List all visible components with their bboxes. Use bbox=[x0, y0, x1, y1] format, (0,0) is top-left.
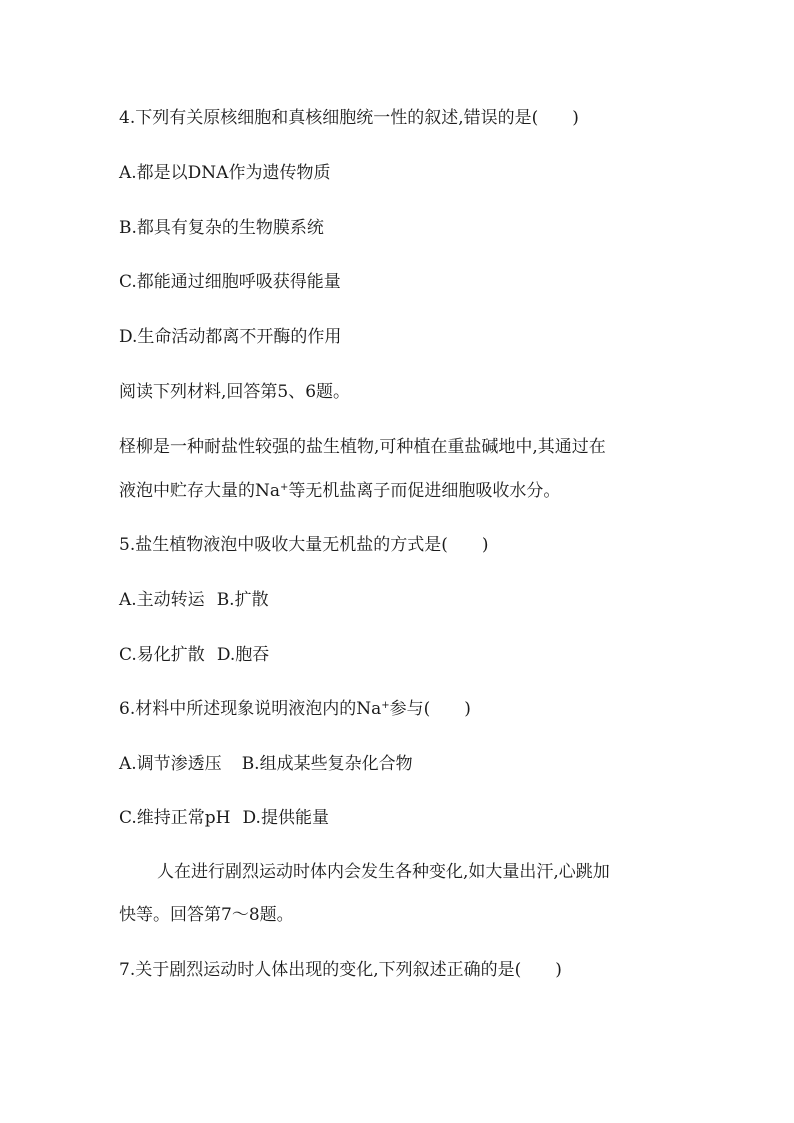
material-line-2-rest: 等无机盐离子而促进细胞吸收水分。 bbox=[288, 481, 561, 501]
material2-line-2: 快等。回答第7～8题。 bbox=[119, 905, 294, 925]
material2-line-1: 人在进行剧烈运动时体内会发生各种变化,如大量出汗,心跳加 bbox=[157, 862, 610, 882]
q4-option-c: C.都能通过细胞呼吸获得能量 bbox=[119, 272, 341, 292]
q7-stem: 7.关于剧烈运动时人体出现的变化,下列叙述正确的是( ) bbox=[119, 960, 562, 980]
q4-option-d: D.生命活动都离不开酶的作用 bbox=[119, 327, 342, 347]
q5-options-row-2 bbox=[119, 644, 269, 666]
q4-option-a: A.都是以DNA作为遗传物质 bbox=[119, 163, 331, 183]
material-line-2 bbox=[119, 480, 560, 502]
q4-stem: 4.下列有关原核细胞和真核细胞统一性的叙述,错误的是( ) bbox=[119, 108, 579, 128]
q4-option-b: B.都具有复杂的生物膜系统 bbox=[119, 218, 324, 238]
q6-options-row-1 bbox=[119, 753, 413, 775]
q6-option-b: B.组成某些复杂化合物 bbox=[241, 754, 413, 774]
q5-option-a: A.主动转运 bbox=[119, 590, 205, 610]
q6-stem-rest: 参与( ) bbox=[389, 699, 471, 719]
material-intro: 阅读下列材料,回答第5、6题。 bbox=[119, 382, 351, 402]
q6-option-c: C.维持正常pH bbox=[119, 808, 231, 828]
q5-option-c: C.易化扩散 bbox=[119, 645, 205, 665]
q6-stem-text: 6.材料中所述现象说明液泡内的Na bbox=[119, 699, 382, 719]
q6-options-row-2 bbox=[119, 807, 329, 829]
q5-options-row-1 bbox=[119, 589, 269, 611]
q6-option-d: D.提供能量 bbox=[242, 808, 329, 828]
sodium-charge: + bbox=[381, 700, 390, 711]
sodium-charge: + bbox=[280, 482, 289, 493]
q6-stem bbox=[119, 698, 471, 720]
material-line-2-text: 液泡中贮存大量的Na bbox=[119, 481, 281, 501]
q5-option-b: B.扩散 bbox=[216, 590, 269, 610]
q5-option-d: D.胞吞 bbox=[216, 645, 270, 665]
material-line-1: 柽柳是一种耐盐性较强的盐生植物,可种植在重盐碱地中,其通过在 bbox=[119, 437, 606, 457]
q5-stem: 5.盐生植物液泡中吸收大量无机盐的方式是( ) bbox=[119, 535, 489, 555]
q6-option-a: A.调节渗透压 bbox=[119, 754, 222, 774]
